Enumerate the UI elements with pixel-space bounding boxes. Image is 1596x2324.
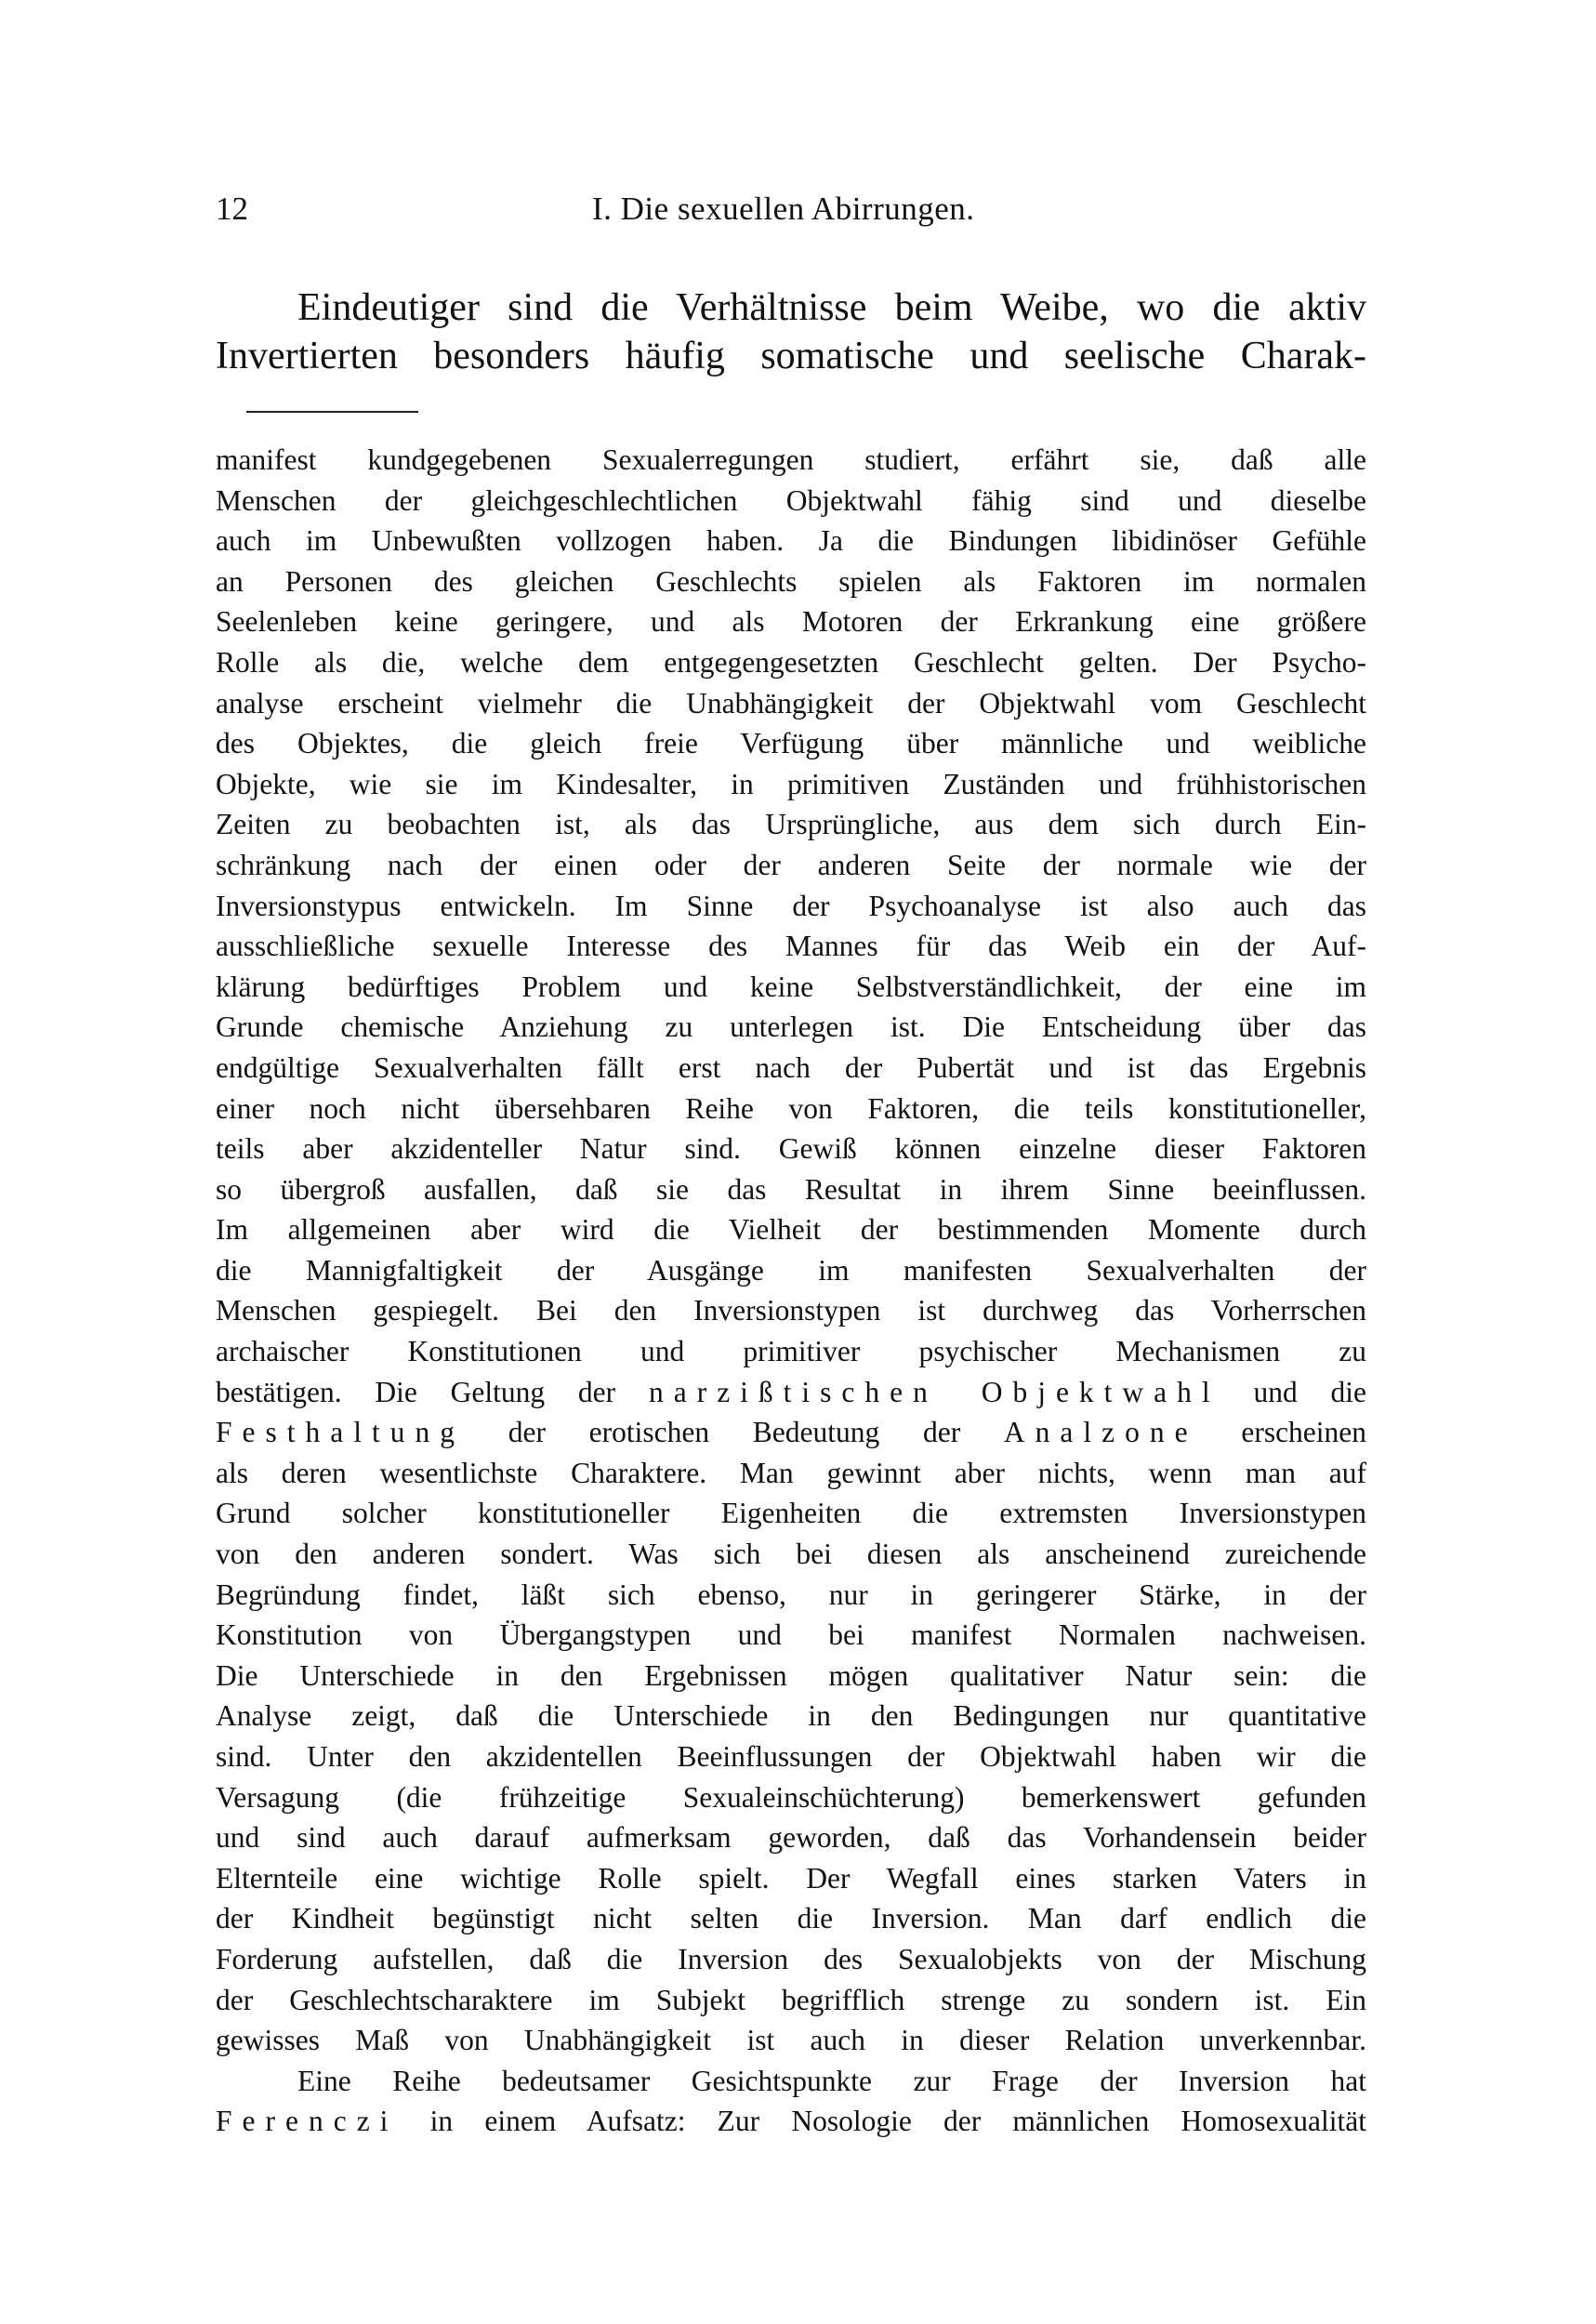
footnote-line: archaischer Konstitutionen und primitiver psychischer Mechanismen zu <box>216 1335 1366 1368</box>
footnote-line: des Objektes, die gleich freie Verfügung über männliche und weibliche <box>216 727 1366 760</box>
footnote-line-mixed <box>216 2101 1366 2142</box>
footnote-line: gewisses Maß von Unabhängigkeit ist auch in dieser Relation unverkennbar. <box>216 2024 1366 2057</box>
footnote-line: der Geschlechtscharaktere im Subjekt begrifflich strenge zu sondern ist. Ein <box>216 1983 1366 2016</box>
footnote-line: Die Unterschiede in den Ergebnissen mögen qualitativer Natur sein: die <box>216 1658 1366 1692</box>
footnote <box>216 440 1366 2142</box>
footnote-text: bestätigen. Die Geltung der <box>216 1375 616 1408</box>
footnote-divider <box>246 411 418 413</box>
footnote-line: Analyse zeigt, daß die Unterschiede in den Bedingungen nur quantitative <box>216 1699 1366 1733</box>
footnote-line: endgültige Sexualverhalten fällt erst nach der Pubertät und ist das Ergebnis <box>216 1050 1366 1084</box>
main-text-line: Eindeutiger sind die Verhältnisse beim Weibe, wo die aktiv <box>297 286 1366 329</box>
footnote-line: auch im Unbewußten vollzogen haben. Ja die Bindungen libidinöser Gefühle <box>216 524 1366 558</box>
footnote-line: Forderung aufstellen, daß die Inversion des Sexualobjekts von der Mischung <box>216 1942 1366 1975</box>
page-header <box>216 191 1365 237</box>
footnote-line: die Mannigfaltigkeit der Ausgänge im manifesten Sexualverhalten der <box>216 1253 1366 1287</box>
spaced-term: narzißtischen Objektwahl <box>648 1375 1220 1408</box>
main-paragraph <box>216 284 1366 380</box>
footnote-text: in einem Aufsatz: Zur Nosologie der männlichen Homosexualität <box>429 2105 1366 2138</box>
footnote-line: Im allgemeinen aber wird die Vielheit der bestimmenden Momente durch <box>216 1213 1366 1247</box>
footnote-line: ausschließliche sexuelle Interesse des Mannes für das Weib ein der Auf- <box>216 930 1366 963</box>
footnote-line: Rolle als die, welche dem entgegengesetzten Geschlecht gelten. Der Psycho- <box>216 645 1366 679</box>
spaced-author-name: Ferenczi <box>216 2105 399 2138</box>
footnote-line: teils aber akzidenteller Natur sind. Gewiß können einzelne dieser Faktoren <box>216 1132 1366 1166</box>
footnote-line: der Kindheit begünstigt nicht selten die Inversion. Man darf endlich die <box>216 1902 1366 1935</box>
footnote-line: Zeiten zu beobachten ist, als das Ursprüngliche, aus dem sich durch Ein- <box>216 808 1366 841</box>
footnote-line: Objekte, wie sie im Kindesalter, in primitiven Zuständen und frühhistorischen <box>216 767 1366 800</box>
footnote-line: und sind auch darauf aufmerksam geworden, daß das Vorhandensein beider <box>216 1821 1366 1855</box>
footnote-line: als deren wesentlichste Charaktere. Man gewinnt aber nichts, wenn man auf <box>216 1456 1366 1489</box>
footnote-line: einer noch nicht übersehbaren Reihe von Faktoren, die teils konstitutioneller, <box>216 1091 1366 1125</box>
footnote-line: Menschen gespiegelt. Bei den Inversionstypen ist durchweg das Vorherrschen <box>216 1294 1366 1327</box>
footnote-line: Menschen der gleichgeschlechtlichen Objektwahl fähig sind und dieselbe <box>216 483 1366 517</box>
footnote-line: Elternteile eine wichtige Rolle spielt. Der Wegfall eines starken Vaters in <box>216 1861 1366 1895</box>
footnote-line: schränkung nach der einen oder der anderen Seite der normale wie der <box>216 848 1366 881</box>
spaced-term: Festhaltung <box>216 1416 465 1449</box>
footnote-line: sind. Unter den akzidentellen Beeinflussungen der Objektwahl haben wir die <box>216 1740 1366 1773</box>
footnote-line: Grunde chemische Anziehung zu unterlegen ist. Die Entscheidung über das <box>216 1010 1366 1044</box>
footnote-line: Konstitution von Übergangstypen und bei manifest Normalen nachweisen. <box>216 1618 1366 1652</box>
footnote-line: so übergroß ausfallen, daß sie das Resultat in ihrem Sinne beeinflussen. <box>216 1172 1366 1206</box>
footnote-line: Grund solcher konstitutioneller Eigenheiten die extremsten Inversionstypen <box>216 1497 1366 1530</box>
footnote-text: der erotischen Bedeutung der <box>508 1416 961 1449</box>
page-number: 12 <box>216 191 248 227</box>
running-head: I. Die sexuellen Abirrungen. <box>592 191 975 227</box>
footnote-line: manifest kundgegebenen Sexualerregungen studiert, erfährt sie, daß alle <box>216 443 1366 476</box>
footnote-line: Eine Reihe bedeutsamer Gesichtspunkte zur Frage der Inversion hat <box>297 2064 1366 2097</box>
footnote-line: an Personen des gleichen Geschlechts spielen als Faktoren im normalen <box>216 564 1366 598</box>
spaced-term: Analzone <box>1003 1416 1198 1449</box>
footnote-line: analyse erscheint vielmehr die Unabhängigkeit der Objektwahl vom Geschlecht <box>216 686 1366 720</box>
footnote-line: Seelenleben keine geringere, und als Motoren der Erkrankung eine größere <box>216 605 1366 639</box>
main-text-line: Invertierten besonders häufig somatische und seelische Charak- <box>216 335 1366 377</box>
footnote-line-mixed <box>216 1412 1366 1453</box>
footnote-line: Inversionstypus entwickeln. Im Sinne der Psychoanalyse ist also auch das <box>216 889 1366 922</box>
footnote-line: von den anderen sondert. Was sich bei diesen als anscheinend zureichende <box>216 1538 1366 1571</box>
footnote-text: und die <box>1253 1375 1366 1408</box>
footnote-line: Begründung findet, läßt sich ebenso, nur in geringerer Stärke, in der <box>216 1578 1366 1611</box>
footnote-text: erscheinen <box>1241 1416 1366 1449</box>
footnote-line-mixed <box>216 1372 1366 1413</box>
footnote-line: Versagung (die frühzeitige Sexualeinschüchterung) bemerkenswert gefunden <box>216 1780 1366 1814</box>
footnote-line: klärung bedürftiges Problem und keine Selbstverständlichkeit, der eine im <box>216 970 1366 1003</box>
